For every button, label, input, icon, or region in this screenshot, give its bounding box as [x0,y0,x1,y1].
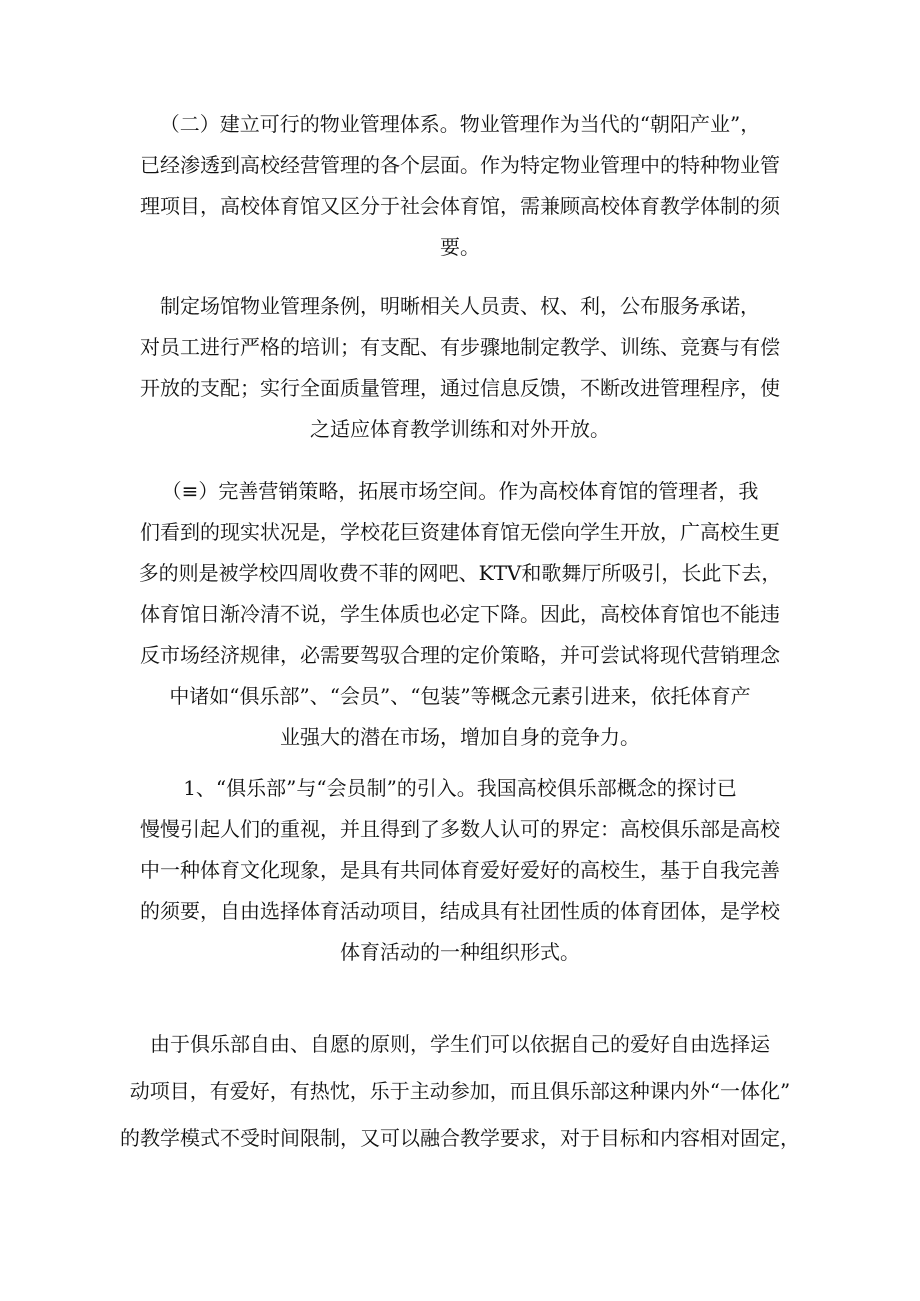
paragraph-3-line-6: 中诸如“俱乐部”、“会员”、“包装”等概念元素引进来，依托体育产 [169,684,751,708]
paragraph-4-line-1: 1、“俱乐部”与“会员制”的引入。我国高校俱乐部概念的探讨已 [183,776,737,800]
paragraph-2-line-1: 制定场馆物业管理条例，明晰相关人员责、权、利，公布服务承诺， [160,294,760,318]
paragraph-4-line-4: 的须要，自由选择体育活动项目，结成具有社团性质的体育团体，是学校 [140,899,780,923]
paragraph-3-line-1: （≡）完善营销策略，拓展市场空间。作为高校体育馆的管理者，我 [161,479,759,503]
paragraph-1-line-3: 理项目，高校体育馆又区分于社会体育馆，需兼顾高校体育教学体制的须 [140,194,780,218]
paragraph-2-line-4: 之适应体育教学训练和对外开放。 [310,417,610,441]
paragraph-4-line-2: 慢慢引起人们的重视，并且得到了多数人认可的界定：高校俱乐部是高校 [140,817,780,841]
paragraph-5-line-1: 由于俱乐部自由、自愿的原则，学生们可以依据自己的爱好自由选择运 [150,1032,770,1056]
paragraph-5-line-2: 动项目，有爱好，有热忱，乐于主动参加，而且俱乐部这种课内外“一体化” [129,1079,791,1103]
paragraph-4-line-3: 中一种体育文化现象，是具有共同体育爱好爱好的高校生，基于自我完善 [140,858,780,882]
paragraph-2-line-2: 对员工进行严格的培训；有支配、有步骤地制定教学、训练、竞赛与有偿 [140,335,780,359]
paragraph-3-line-2: 们看到的现实状况是，学校花巨资建体育馆无偿向学生开放，广高校生更 [140,520,780,544]
paragraph-3-line-7: 业强大的潜在市场，增加自身的竞争力。 [280,725,640,749]
paragraph-3-line-5: 反市场经济规律，必需要驾驭合理的定价策略，并可尝试将现代营销理念 [140,643,780,667]
paragraph-3-line-3: 多的则是被学校四周收费不菲的网吧、KTV和歌舞厅所吸引，长此下去， [138,561,782,585]
paragraph-1-line-4: 要。 [440,235,480,259]
paragraph-3-line-4: 体育馆日渐冷清不说，学生体质也必定下降。因此，高校体育馆也不能违 [140,602,780,626]
paragraph-4-line-5: 体育活动的一种组织形式。 [340,940,580,964]
paragraph-5-line-3: 的教学模式不受时间限制，又可以融合教学要求，对于目标和内容相对固定， [120,1126,800,1150]
paragraph-1-line-2: 已经渗透到高校经营管理的各个层面。作为特定物业管理中的特种物业管 [140,153,780,177]
paragraph-1-line-1: （二）建立可行的物业管理体系。物业管理作为当代的“朝阳产业”， [159,112,761,136]
paragraph-2-line-3: 开放的支配；实行全面质量管理，通过信息反馈，不断改进管理程序，使 [140,376,780,400]
